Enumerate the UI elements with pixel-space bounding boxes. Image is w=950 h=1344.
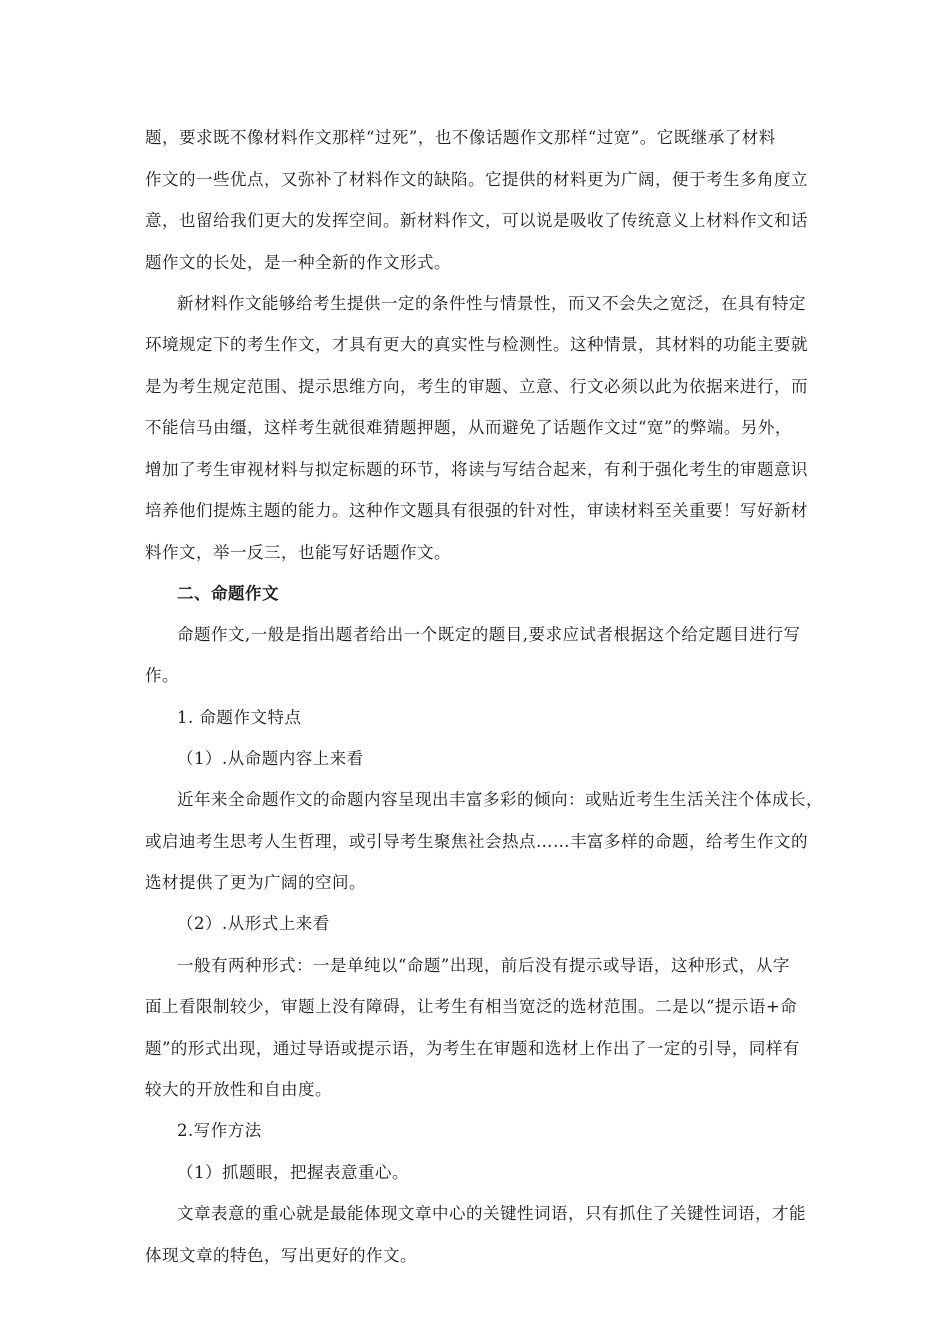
text-line: 是为考生规定范围、提示思维方向，考生的审题、立意、行文必须以此为依据来进行，而 <box>145 377 808 396</box>
paragraph-first-line: 命题作文,一般是指出题者给出一个既定的题目,要求应试者根据这个给定题目进行写 <box>177 625 801 644</box>
text-line: 面上看限制较少，审题上没有障碍，让考生有相当宽泛的选材范围。二是以“提示语+命 <box>145 997 798 1016</box>
subsection-heading: （2）.从形式上来看 <box>177 914 330 933</box>
subsection-heading: 1. 命题作文特点 <box>177 708 302 727</box>
text-line: 环境规定下的考生作文，才具有更大的真实性与检测性。这种情景，其材料的功能主要就 <box>145 335 808 354</box>
text-line: 不能信马由缰，这样考生就很难猜题押题，从而避免了话题作文过“宽”的弊端。另外， <box>145 418 792 437</box>
text-line: 题，要求既不像材料作文那样“过死”，也不像话题作文那样“过宽”。它既继承了材料 <box>145 128 776 147</box>
text-line: 题”的形式出现，通过导语或提示语，为考生在审题和选材上作出了一定的引导，同样有 <box>145 1039 800 1058</box>
text-line: 或启迪考生思考人生哲理，或引导考生聚焦社会热点……丰富多样的命题，给考生作文的 <box>145 832 808 851</box>
subsection-heading: 2.写作方法 <box>177 1121 262 1140</box>
text-line: 较大的开放性和自由度。 <box>145 1080 332 1099</box>
paragraph-first-line: 新材料作文能够给考生提供一定的条件性与情景性，而又不会失之宽泛，在具有特定 <box>177 294 806 313</box>
paragraph-first-line: 近年来全命题作文的命题内容呈现出丰富多彩的倾向：或贴近考生生活关注个体成长， <box>177 790 823 809</box>
text-line: 料作文，举一反三，也能写好话题作文。 <box>145 543 451 562</box>
text-line: 增加了考生审视材料与拟定标题的环节，将读与写结合起来，有利于强化考生的审题意识 <box>145 460 808 479</box>
section-heading: 二、命题作文 <box>177 584 279 603</box>
text-line: 培养他们提炼主题的能力。这种作文题具有很强的针对性，审读材料至关重要！写好新材 <box>145 501 808 520</box>
text-line: 意，也留给我们更大的发挥空间。新材料作文，可以说是吸收了传统意义上材料作文和话 <box>145 211 808 230</box>
text-line: 作文的一些优点，又弥补了材料作文的缺陷。它提供的材料更为广阔，便于考生多角度立 <box>145 170 808 189</box>
text-line: 选材提供了更为广阔的空间。 <box>145 873 366 892</box>
text-line: 作。 <box>145 666 179 685</box>
subsection-heading: （1）.从命题内容上来看 <box>177 749 364 768</box>
subsection-heading: （1）抓题眼，把握表意重心。 <box>177 1163 409 1182</box>
paragraph-first-line: 文章表意的重心就是最能体现文章中心的关键性词语，只有抓住了关键性词语，才能 <box>177 1204 806 1223</box>
paragraph-first-line: 一般有两种形式：一是单纯以“命题”出现，前后没有提示或导语，这种形式，从字 <box>177 956 790 975</box>
text-line: 体现文章的特色，写出更好的作文。 <box>145 1246 417 1265</box>
text-line: 题作文的长处，是一种全新的作文形式。 <box>145 253 451 272</box>
